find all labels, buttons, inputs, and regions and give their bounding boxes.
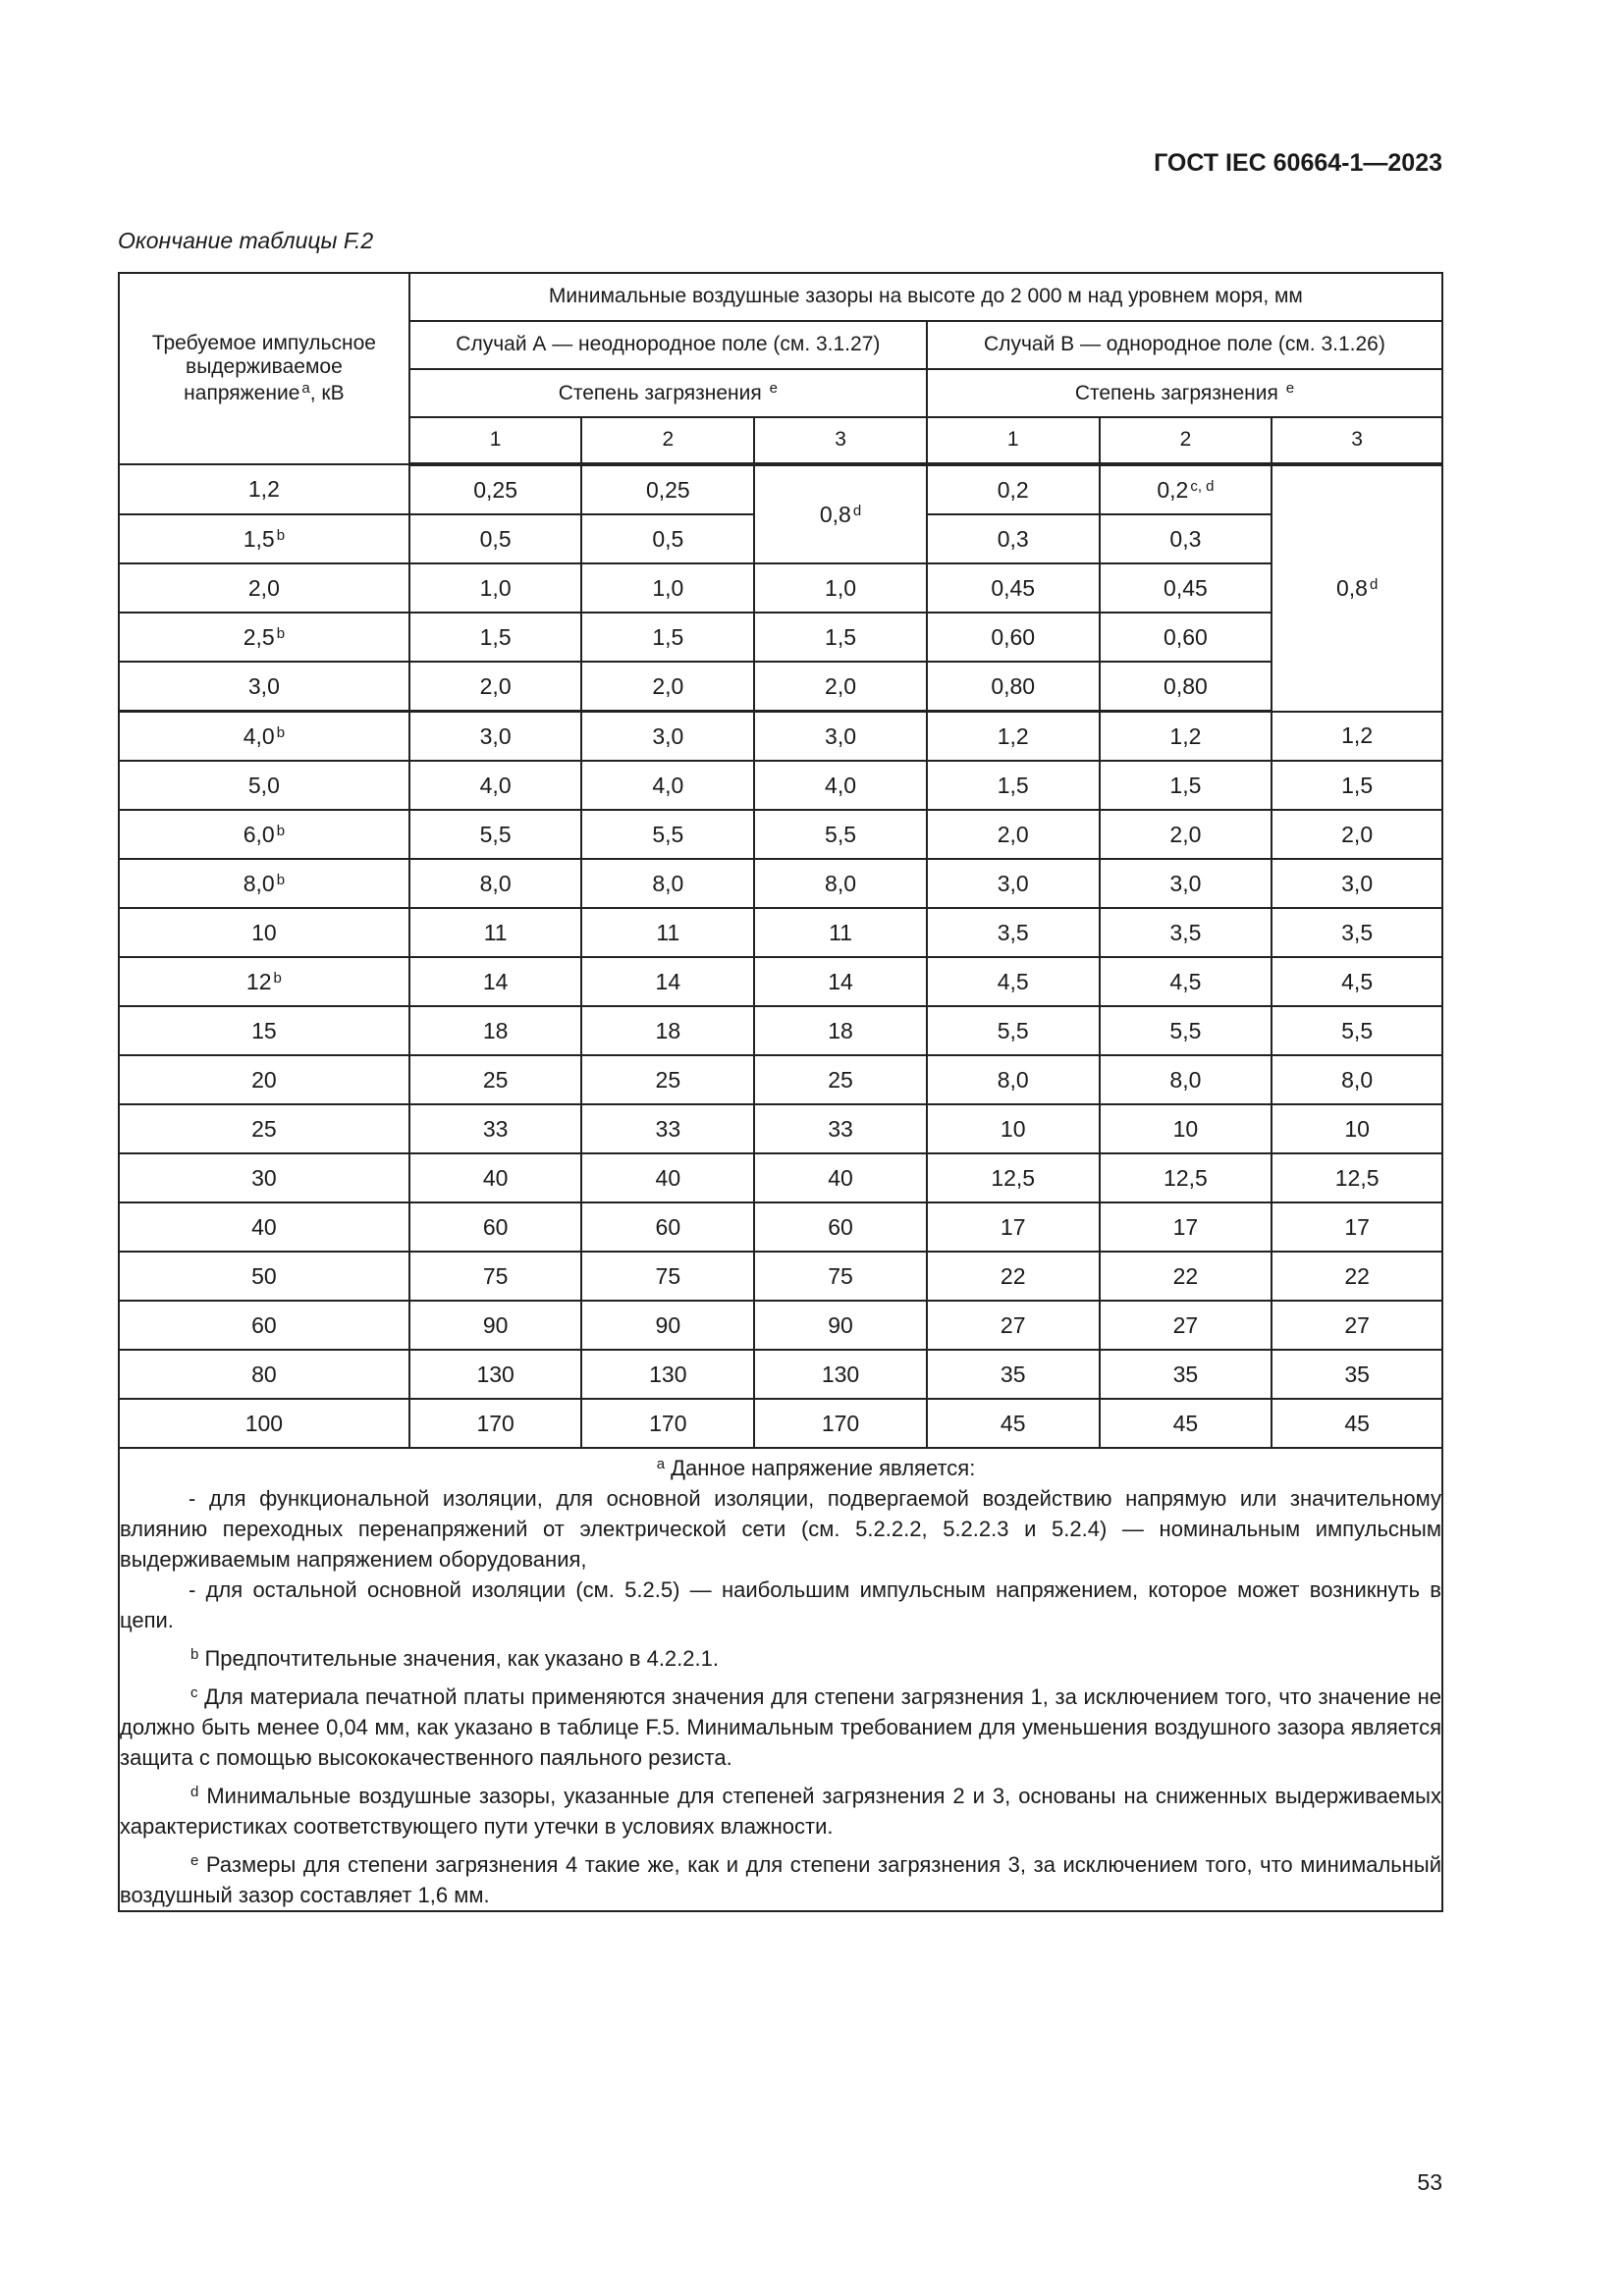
cell-b3: 17 [1272, 1202, 1442, 1252]
cell-a3: 60 [754, 1202, 927, 1252]
cell-b2: 5,5 [1100, 1006, 1272, 1055]
table-row [119, 957, 1442, 1006]
cell-b1: 10 [927, 1104, 1100, 1153]
footnote-a-item2: - для остальной основной изоляции (см. 5.2.5) — наибольшим импульсным напряжением, которое может возникнуть в цепи. [120, 1577, 1441, 1632]
header-case-b: Случай В — однородное поле (см. 3.1.26) [927, 321, 1442, 369]
cell-b2: 22 [1100, 1252, 1272, 1301]
header-degree: 2 [1100, 417, 1272, 464]
cell-b2: 45 [1100, 1399, 1272, 1448]
table-row [119, 1301, 1442, 1350]
cell-b1: 27 [927, 1301, 1100, 1350]
cell-a3: 25 [754, 1055, 927, 1104]
cell-a2: 40 [581, 1153, 754, 1202]
cell-a1: 1,5 [409, 613, 582, 662]
cell-a3: 4,0 [754, 761, 927, 810]
clearance-table [118, 272, 1443, 1912]
cell-b2: 35 [1100, 1350, 1272, 1399]
header-degree: 3 [1272, 417, 1442, 464]
cell-a3: 33 [754, 1104, 927, 1153]
table-footnotes [119, 1448, 1442, 1911]
cell-a2: 75 [581, 1252, 754, 1301]
footnote-b: $^b$ Предпочтительные значения, как указано в 4.2.2.1. [190, 1646, 719, 1671]
cell-b1: 17 [927, 1202, 1100, 1252]
cell-a2: 1,5 [581, 613, 754, 662]
cell-voltage: 50 [119, 1252, 409, 1301]
cell-voltage: 25 [119, 1104, 409, 1153]
footnote-e: $^e$ Размеры для степени загрязнения 4 такие же, как и для степени загрязнения 3, за исключением того, что минимальный воздушный зазор составляет 1,6 мм. [120, 1852, 1441, 1907]
header-voltage-unit: , кВ [309, 381, 345, 404]
cell-a2: 8,0 [581, 859, 754, 908]
cell-b1: 1,5 [927, 761, 1100, 810]
cell-a3: 1,5 [754, 613, 927, 662]
cell-a1: 33 [409, 1104, 582, 1153]
cell-voltage: 60 [119, 1301, 409, 1350]
header-case-a: Случай А — неоднородное поле (см. 3.1.27) [409, 321, 927, 369]
cell-a2: 60 [581, 1202, 754, 1252]
cell-a2: 3,0 [581, 712, 754, 762]
table-row [119, 1350, 1442, 1399]
cell-voltage: 100 [119, 1399, 409, 1448]
cell-voltage: 2,0 [119, 563, 409, 613]
table-row [119, 1252, 1442, 1301]
cell-a1: 90 [409, 1301, 582, 1350]
cell-b3: 35 [1272, 1350, 1442, 1399]
cell-b3: 3,0 [1272, 859, 1442, 908]
cell-a3: 3,0 [754, 712, 927, 762]
table-row [119, 810, 1442, 859]
cell-a2: 130 [581, 1350, 754, 1399]
cell-b2: 0,3 [1100, 514, 1272, 563]
cell-a1: 2,0 [409, 662, 582, 712]
cell-a1: 75 [409, 1252, 582, 1301]
cell-b2: 3,0 [1100, 859, 1272, 908]
cell-voltage: 30 [119, 1153, 409, 1202]
cell-b3: 27 [1272, 1301, 1442, 1350]
cell-voltage: 80 [119, 1350, 409, 1399]
cell-b1: 4,5 [927, 957, 1100, 1006]
cell-b2: 1,5 [1100, 761, 1272, 810]
cell-b2: 17 [1100, 1202, 1272, 1252]
cell-a2: 18 [581, 1006, 754, 1055]
cell-b2: 8,0 [1100, 1055, 1272, 1104]
cell-b3: 1,5 [1272, 761, 1442, 810]
header-voltage [119, 273, 409, 464]
cell-b1: 0,3 [927, 514, 1100, 563]
cell-b3: 4,5 [1272, 957, 1442, 1006]
cell-voltage: 15 [119, 1006, 409, 1055]
table-row [119, 1153, 1442, 1202]
cell-a3: 170 [754, 1399, 927, 1448]
header-main: Минимальные воздушные зазоры на высоте до 2 000 м над уровнем моря, мм [409, 273, 1442, 321]
cell-a1: 4,0 [409, 761, 582, 810]
cell-a2: 170 [581, 1399, 754, 1448]
cell-b1: 0,60 [927, 613, 1100, 662]
cell-a3: 8,0 [754, 859, 927, 908]
cell-b3: 2,0 [1272, 810, 1442, 859]
cell-a2: 2,0 [581, 662, 754, 712]
cell-b3: 5,5 [1272, 1006, 1442, 1055]
cell-a2: 4,0 [581, 761, 754, 810]
cell-a1: 0,5 [409, 514, 582, 563]
cell-a2: 0,25 [581, 464, 754, 514]
cell-a2: 0,5 [581, 514, 754, 563]
table-row [119, 1202, 1442, 1252]
table-row [119, 1055, 1442, 1104]
cell-a3: 75 [754, 1252, 927, 1301]
cell-b2: 0,60 [1100, 613, 1272, 662]
header-voltage-label: Требуемое импульсное выдерживаемое напряжение [151, 332, 376, 404]
cell-b3: 10 [1272, 1104, 1442, 1153]
cell-a1: 5,5 [409, 810, 582, 859]
cell-b1: 2,0 [927, 810, 1100, 859]
table-row [119, 712, 1442, 762]
cell-b1: 0,45 [927, 563, 1100, 613]
cell-voltage: 2,5 $^b$ [119, 613, 409, 662]
cell-voltage: 12 $^b$ [119, 957, 409, 1006]
cell-voltage: 1,2 [119, 464, 409, 514]
cell-b2: 1,2 [1100, 712, 1272, 762]
document-code: ГОСТ IEC 60664-1—2023 [1154, 149, 1442, 177]
cell-voltage: 8,0 $^b$ [119, 859, 409, 908]
cell-b2: 0,2 $^{c, d}$ [1100, 464, 1272, 514]
cell-b3: 1,2 [1272, 712, 1442, 762]
table-row [119, 563, 1442, 613]
cell-b1: 0,80 [927, 662, 1100, 712]
footnote-a-item1: - для функциональной изоляции, для основной изоляции, подвергаемой воздействию напрямую или значительному влиянию переходных перенапряжений от электрической сети (см. 5.2.2.2, 5.2.2.3 и 5.2.4) — номинальным импульсным выдерживаемым напряжением оборудования, [120, 1486, 1441, 1572]
cell-a3: 2,0 [754, 662, 927, 712]
cell-a2: 11 [581, 908, 754, 957]
cell-a2: 90 [581, 1301, 754, 1350]
cell-b3-merged: 0,8 $^d$ [1272, 464, 1442, 712]
cell-b3: 12,5 [1272, 1153, 1442, 1202]
cell-a1: 170 [409, 1399, 582, 1448]
cell-b1: 22 [927, 1252, 1100, 1301]
cell-voltage: 3,0 [119, 662, 409, 712]
cell-a3: 40 [754, 1153, 927, 1202]
cell-b1: 1,2 [927, 712, 1100, 762]
cell-b2: 27 [1100, 1301, 1272, 1350]
page-number: 53 [1417, 2169, 1442, 2195]
cell-b3: 3,5 [1272, 908, 1442, 957]
header-degree: 1 [409, 417, 582, 464]
table-row [119, 464, 1442, 514]
cell-a3: 1,0 [754, 563, 927, 613]
table-row [119, 613, 1442, 662]
cell-a2: 33 [581, 1104, 754, 1153]
footnote-a: $^a$ Данное напряжение является: [656, 1456, 976, 1480]
cell-voltage: 10 [119, 908, 409, 957]
header-degree: 2 [581, 417, 754, 464]
footnote-ref-a: a [301, 379, 310, 397]
table-caption: Окончание таблицы F.2 [118, 228, 374, 253]
header-pollution-b: Степень загрязнения $^e$ [927, 369, 1442, 417]
header-degree: 3 [754, 417, 927, 464]
table-row [119, 761, 1442, 810]
cell-a3: 5,5 [754, 810, 927, 859]
cell-b2: 10 [1100, 1104, 1272, 1153]
cell-b3: 45 [1272, 1399, 1442, 1448]
table-row [119, 662, 1442, 712]
cell-a1: 25 [409, 1055, 582, 1104]
cell-b1: 12,5 [927, 1153, 1100, 1202]
cell-a1: 8,0 [409, 859, 582, 908]
cell-b1: 5,5 [927, 1006, 1100, 1055]
cell-a2: 14 [581, 957, 754, 1006]
cell-b2: 12,5 [1100, 1153, 1272, 1202]
cell-a1: 40 [409, 1153, 582, 1202]
cell-b1: 0,2 [927, 464, 1100, 514]
cell-voltage: 40 [119, 1202, 409, 1252]
table-row [119, 859, 1442, 908]
cell-b2: 0,45 [1100, 563, 1272, 613]
cell-a1: 0,25 [409, 464, 582, 514]
cell-b3: 22 [1272, 1252, 1442, 1301]
cell-voltage: 1,5 $^b$ [119, 514, 409, 563]
table-row [119, 1399, 1442, 1448]
cell-b1: 3,0 [927, 859, 1100, 908]
cell-a2: 1,0 [581, 563, 754, 613]
cell-a1: 1,0 [409, 563, 582, 613]
table-row [119, 908, 1442, 957]
cell-a1: 11 [409, 908, 582, 957]
footnote-c: $^c$ Для материала печатной платы применяются значения для степени загрязнения 1, за исключением того, что значение не должно быть менее 0,04 мм, как указано в таблице F.5. Минимальным требованием для уменьшения воздушного зазора является защита с помощью высококачественного паяльного резиста. [120, 1684, 1441, 1770]
cell-voltage: 6,0 $^b$ [119, 810, 409, 859]
cell-a1: 3,0 [409, 712, 582, 762]
cell-b1: 8,0 [927, 1055, 1100, 1104]
cell-voltage: 5,0 [119, 761, 409, 810]
cell-b1: 45 [927, 1399, 1100, 1448]
cell-b1: 35 [927, 1350, 1100, 1399]
table-row [119, 1104, 1442, 1153]
header-degree: 1 [927, 417, 1100, 464]
footnote-d: $^d$ Минимальные воздушные зазоры, указанные для степеней загрязнения 2 и 3, основаны на сниженных выдерживаемых характеристиках соответствующего пути утечки в условиях влажности. [120, 1784, 1441, 1839]
cell-b2: 4,5 [1100, 957, 1272, 1006]
cell-a3: 130 [754, 1350, 927, 1399]
cell-a3: 18 [754, 1006, 927, 1055]
cell-a3-merged: 0,8 $^d$ [754, 464, 927, 563]
cell-a2: 25 [581, 1055, 754, 1104]
cell-b1: 3,5 [927, 908, 1100, 957]
cell-a3: 14 [754, 957, 927, 1006]
cell-b2: 2,0 [1100, 810, 1272, 859]
cell-voltage: 4,0 $^b$ [119, 712, 409, 762]
cell-b2: 3,5 [1100, 908, 1272, 957]
cell-a1: 130 [409, 1350, 582, 1399]
header-pollution-a: Степень загрязнения $^e$ [409, 369, 927, 417]
cell-a3: 11 [754, 908, 927, 957]
cell-b3: 8,0 [1272, 1055, 1442, 1104]
cell-voltage: 20 [119, 1055, 409, 1104]
cell-a1: 60 [409, 1202, 582, 1252]
table-row [119, 1006, 1442, 1055]
cell-a2: 5,5 [581, 810, 754, 859]
table-body [119, 464, 1442, 1448]
cell-a1: 18 [409, 1006, 582, 1055]
cell-b2: 0,80 [1100, 662, 1272, 712]
cell-a1: 14 [409, 957, 582, 1006]
cell-a3: 90 [754, 1301, 927, 1350]
